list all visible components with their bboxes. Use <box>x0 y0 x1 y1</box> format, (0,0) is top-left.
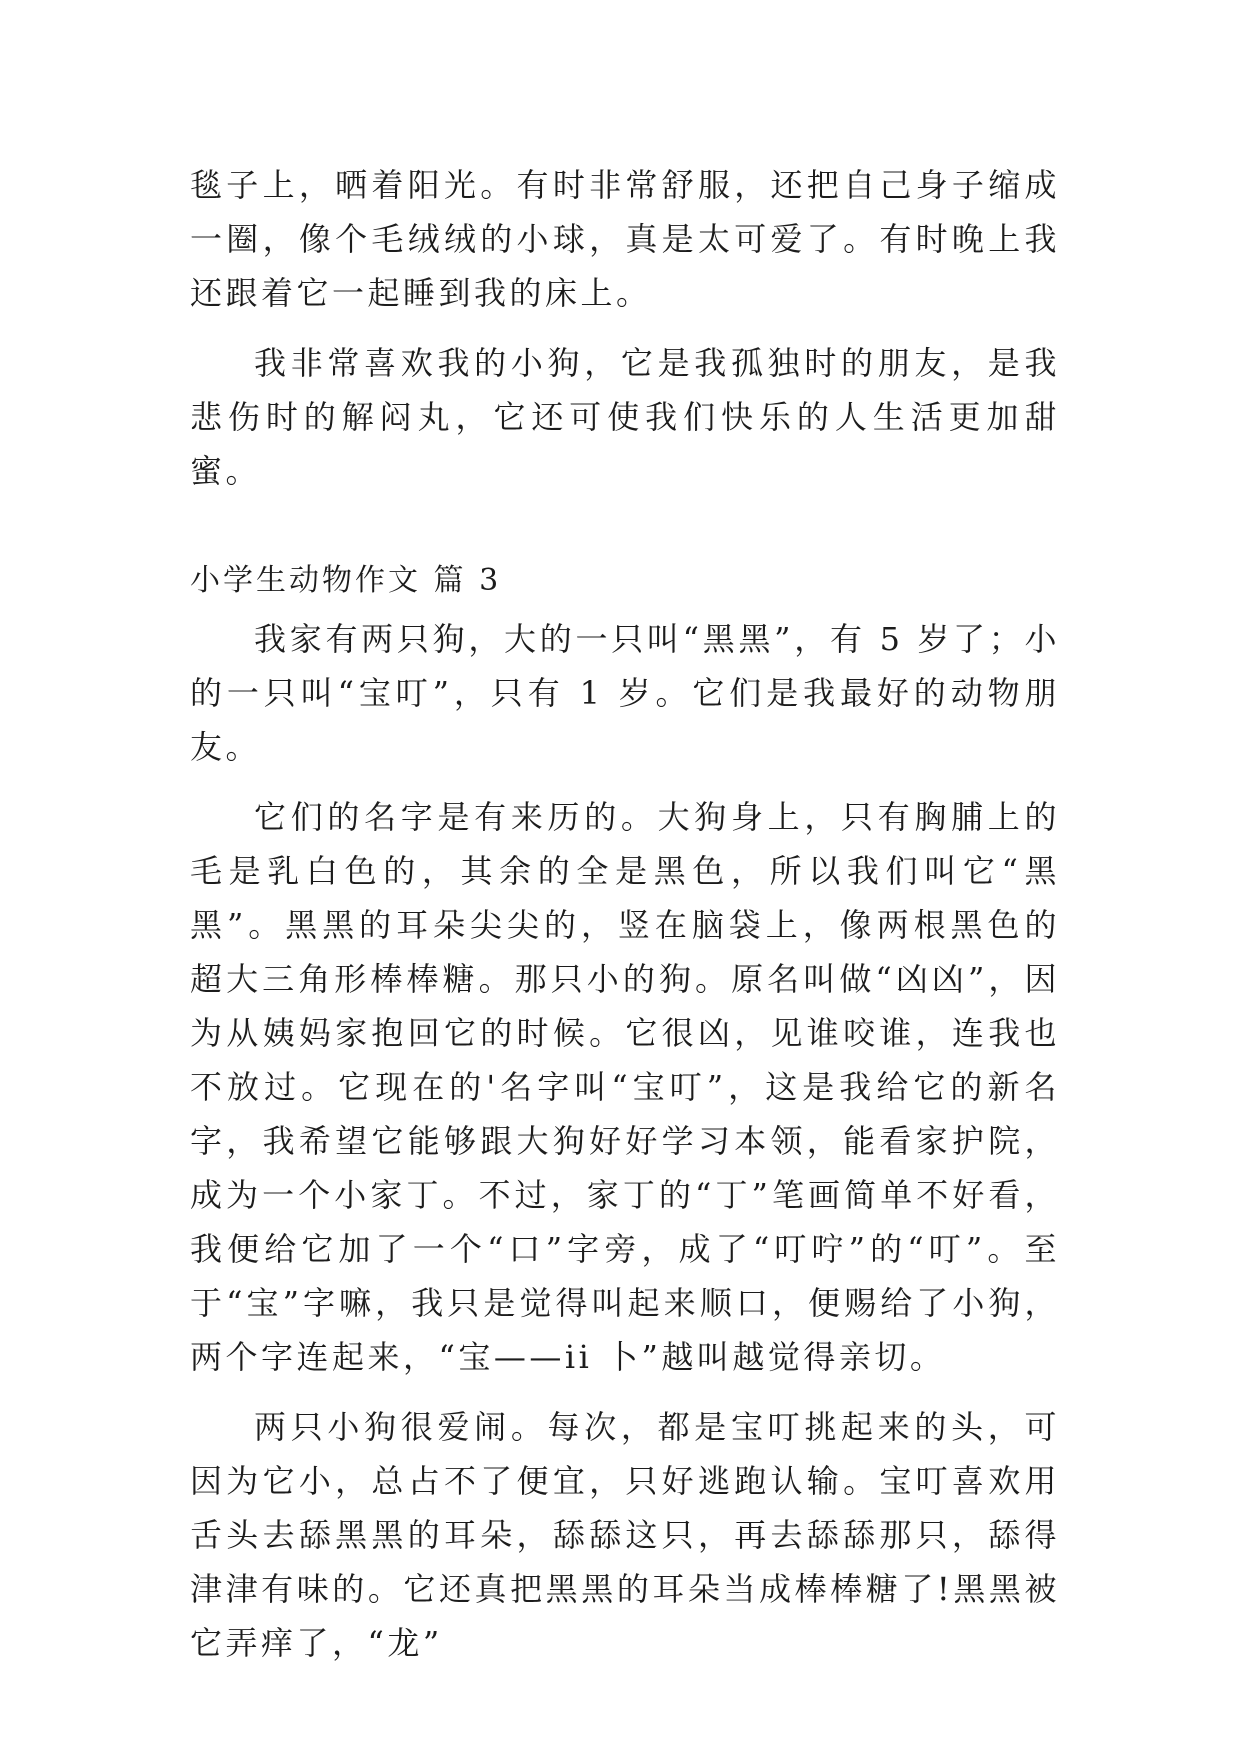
paragraph-closing: 我非常喜欢我的小狗，它是我孤独时的朋友，是我悲伤时的解闷丸，它还可使我们快乐的人生活更加甜蜜。 <box>190 344 1060 490</box>
document-body <box>190 158 1060 1670</box>
paragraph-continued: 毯子上，晒着阳光。有时非常舒服，还把自己身子缩成一圈，像个毛绒绒的小球，真是太可爱了。有时晚上我还跟着它一起睡到我的床上。 <box>190 166 1060 312</box>
section-heading: 小学生动物作文 篇 3 <box>190 563 502 598</box>
paragraph: 我家有两只狗，大的一只叫“黑黑”，有 5 岁了；小的一只叫“宝叮”，只有 1 岁。它们是我最好的动物朋友。 <box>190 620 1060 766</box>
paragraph: 它们的名字是有来历的。大狗身上，只有胸脯上的毛是乳白色的，其余的全是黑色，所以我们叫它“黑黑”。黑黑的耳朵尖尖的，竖在脑袋上，像两根黑色的超大三角形棒棒糖。那只小的狗。原名叫做“凶凶”，因为从姨妈家抱回它的时候。它很凶，见谁咬谁，连我也不放过。它现在的'名字叫“宝叮”，这是我给它的新名字，我希望它能够跟大狗好好学习本领，能看家护院，成为一个小家丁。不过，家丁的“丁”笔画简单不好看，我便给它加了一个“口”字旁，成了“叮咛”的“叮”。至于“宝”字嘛，我只是觉得叫起来顺口，便赐给了小狗，两个字连起来，“宝——ii 卜”越叫越觉得亲切。 <box>190 798 1060 1376</box>
paragraph: 两只小狗很爱闹。每次，都是宝叮挑起来的头，可因为它小，总占不了便宜，只好逃跑认输。宝叮喜欢用舌头去舔黑黑的耳朵，舔舔这只，再去舔舔那只，舔得津津有味的。它还真把黑黑的耳朵当成棒棒糖了!黑黑被它弄痒了，“龙” <box>190 1408 1060 1662</box>
